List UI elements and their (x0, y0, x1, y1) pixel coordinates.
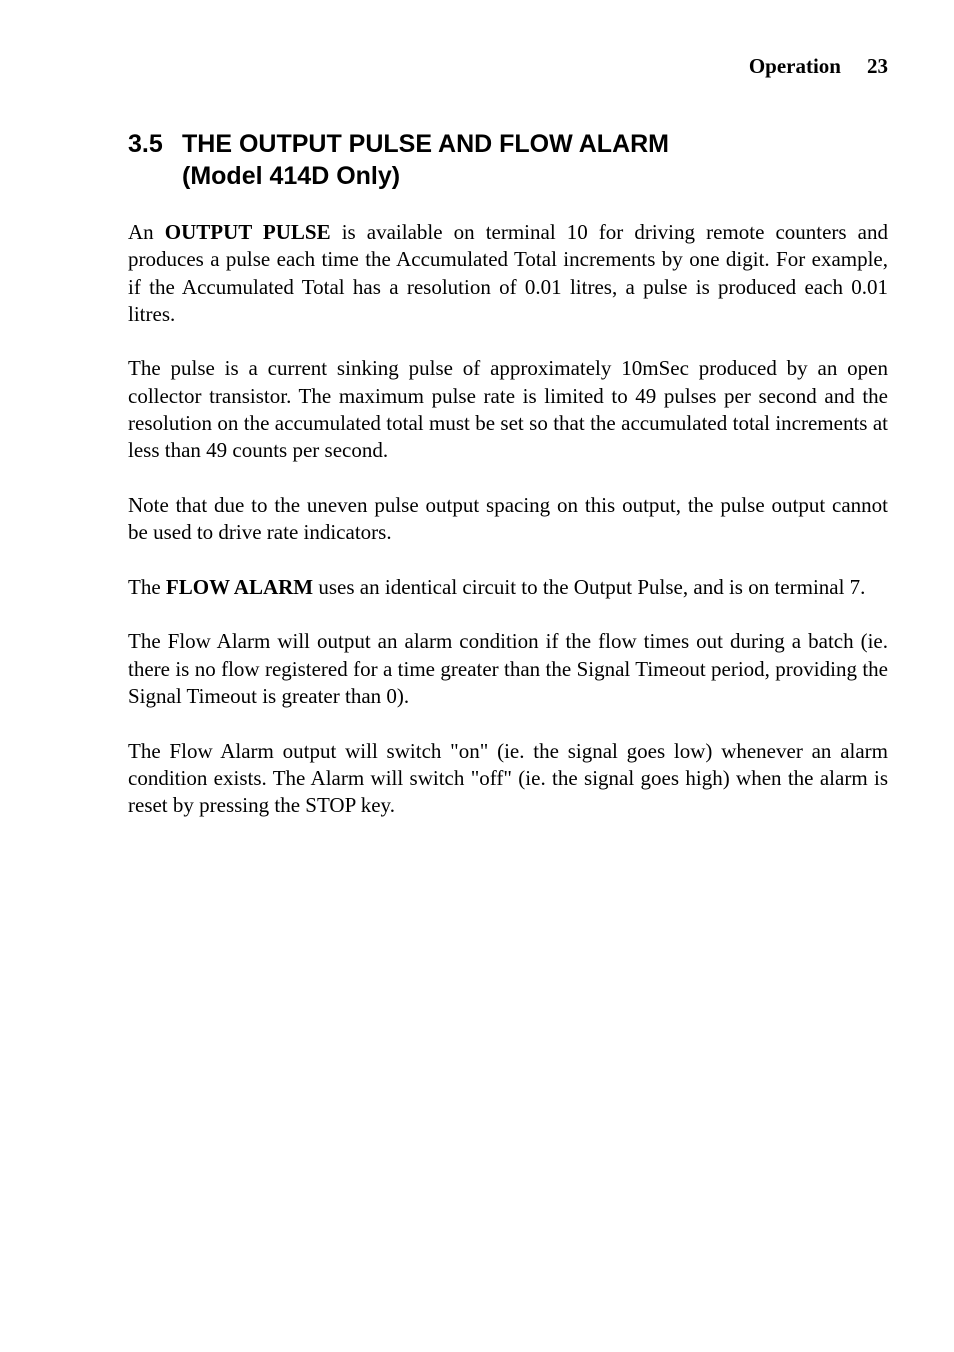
paragraph-pulse-note: Note that due to the uneven pulse output spacing on this output, the pulse output cannot be used to drive rate indicators. (128, 492, 888, 545)
section-title: THE OUTPUT PULSE AND FLOW ALARM (182, 130, 669, 158)
paragraph-pulse-description: The pulse is a current sinking pulse of approximately 10mSec produced by an open collector transistor. The maximum pulse rate is limited to 49 pulses per second and the resolution on the accumulated total must be set so that the accumulated total increments at less than 49 counts per second. (128, 356, 888, 463)
section-heading (128, 128, 888, 192)
section-number: 3.5 (128, 130, 163, 158)
paragraph-alarm-switching: The Flow Alarm output will switch "on" (ie. the signal goes low) whenever an alarm condition exists. The Alarm will switch "off" (ie. the signal goes high) when the alarm is reset by pressing the STOP key. (128, 738, 888, 818)
header-section-name: Operation (748, 54, 841, 78)
paragraph-text: An (128, 220, 165, 244)
page-number: 23 (867, 54, 888, 78)
paragraph-text: The (128, 574, 166, 599)
paragraph-flow-alarm (128, 574, 888, 601)
running-header (749, 53, 888, 79)
paragraph-text: uses an identical circuit to the Output Pulse, and is on terminal 7. (313, 574, 866, 599)
term-output-pulse: OUTPUT PULSE (164, 220, 331, 244)
paragraph-text: is available on terminal 10 for driving remote counters and produces a pulse each time the Accumulated Total increments by one digit. For example, if the Accumulated Total has a resolution of 0.01 litres, a pulse is produced each 0.01 litres. (128, 220, 888, 326)
section-subtitle: (Model 414D Only) (182, 162, 401, 190)
term-flow-alarm: FLOW ALARM (165, 574, 314, 599)
paragraph-output-pulse (128, 219, 888, 328)
body-text (128, 219, 888, 847)
paragraph-alarm-condition: The Flow Alarm will output an alarm condition if the flow times out during a batch (ie. there is no flow registered for a time greater than the Signal Timeout period, providing the Signal Timeout is greater than 0). (128, 629, 888, 709)
